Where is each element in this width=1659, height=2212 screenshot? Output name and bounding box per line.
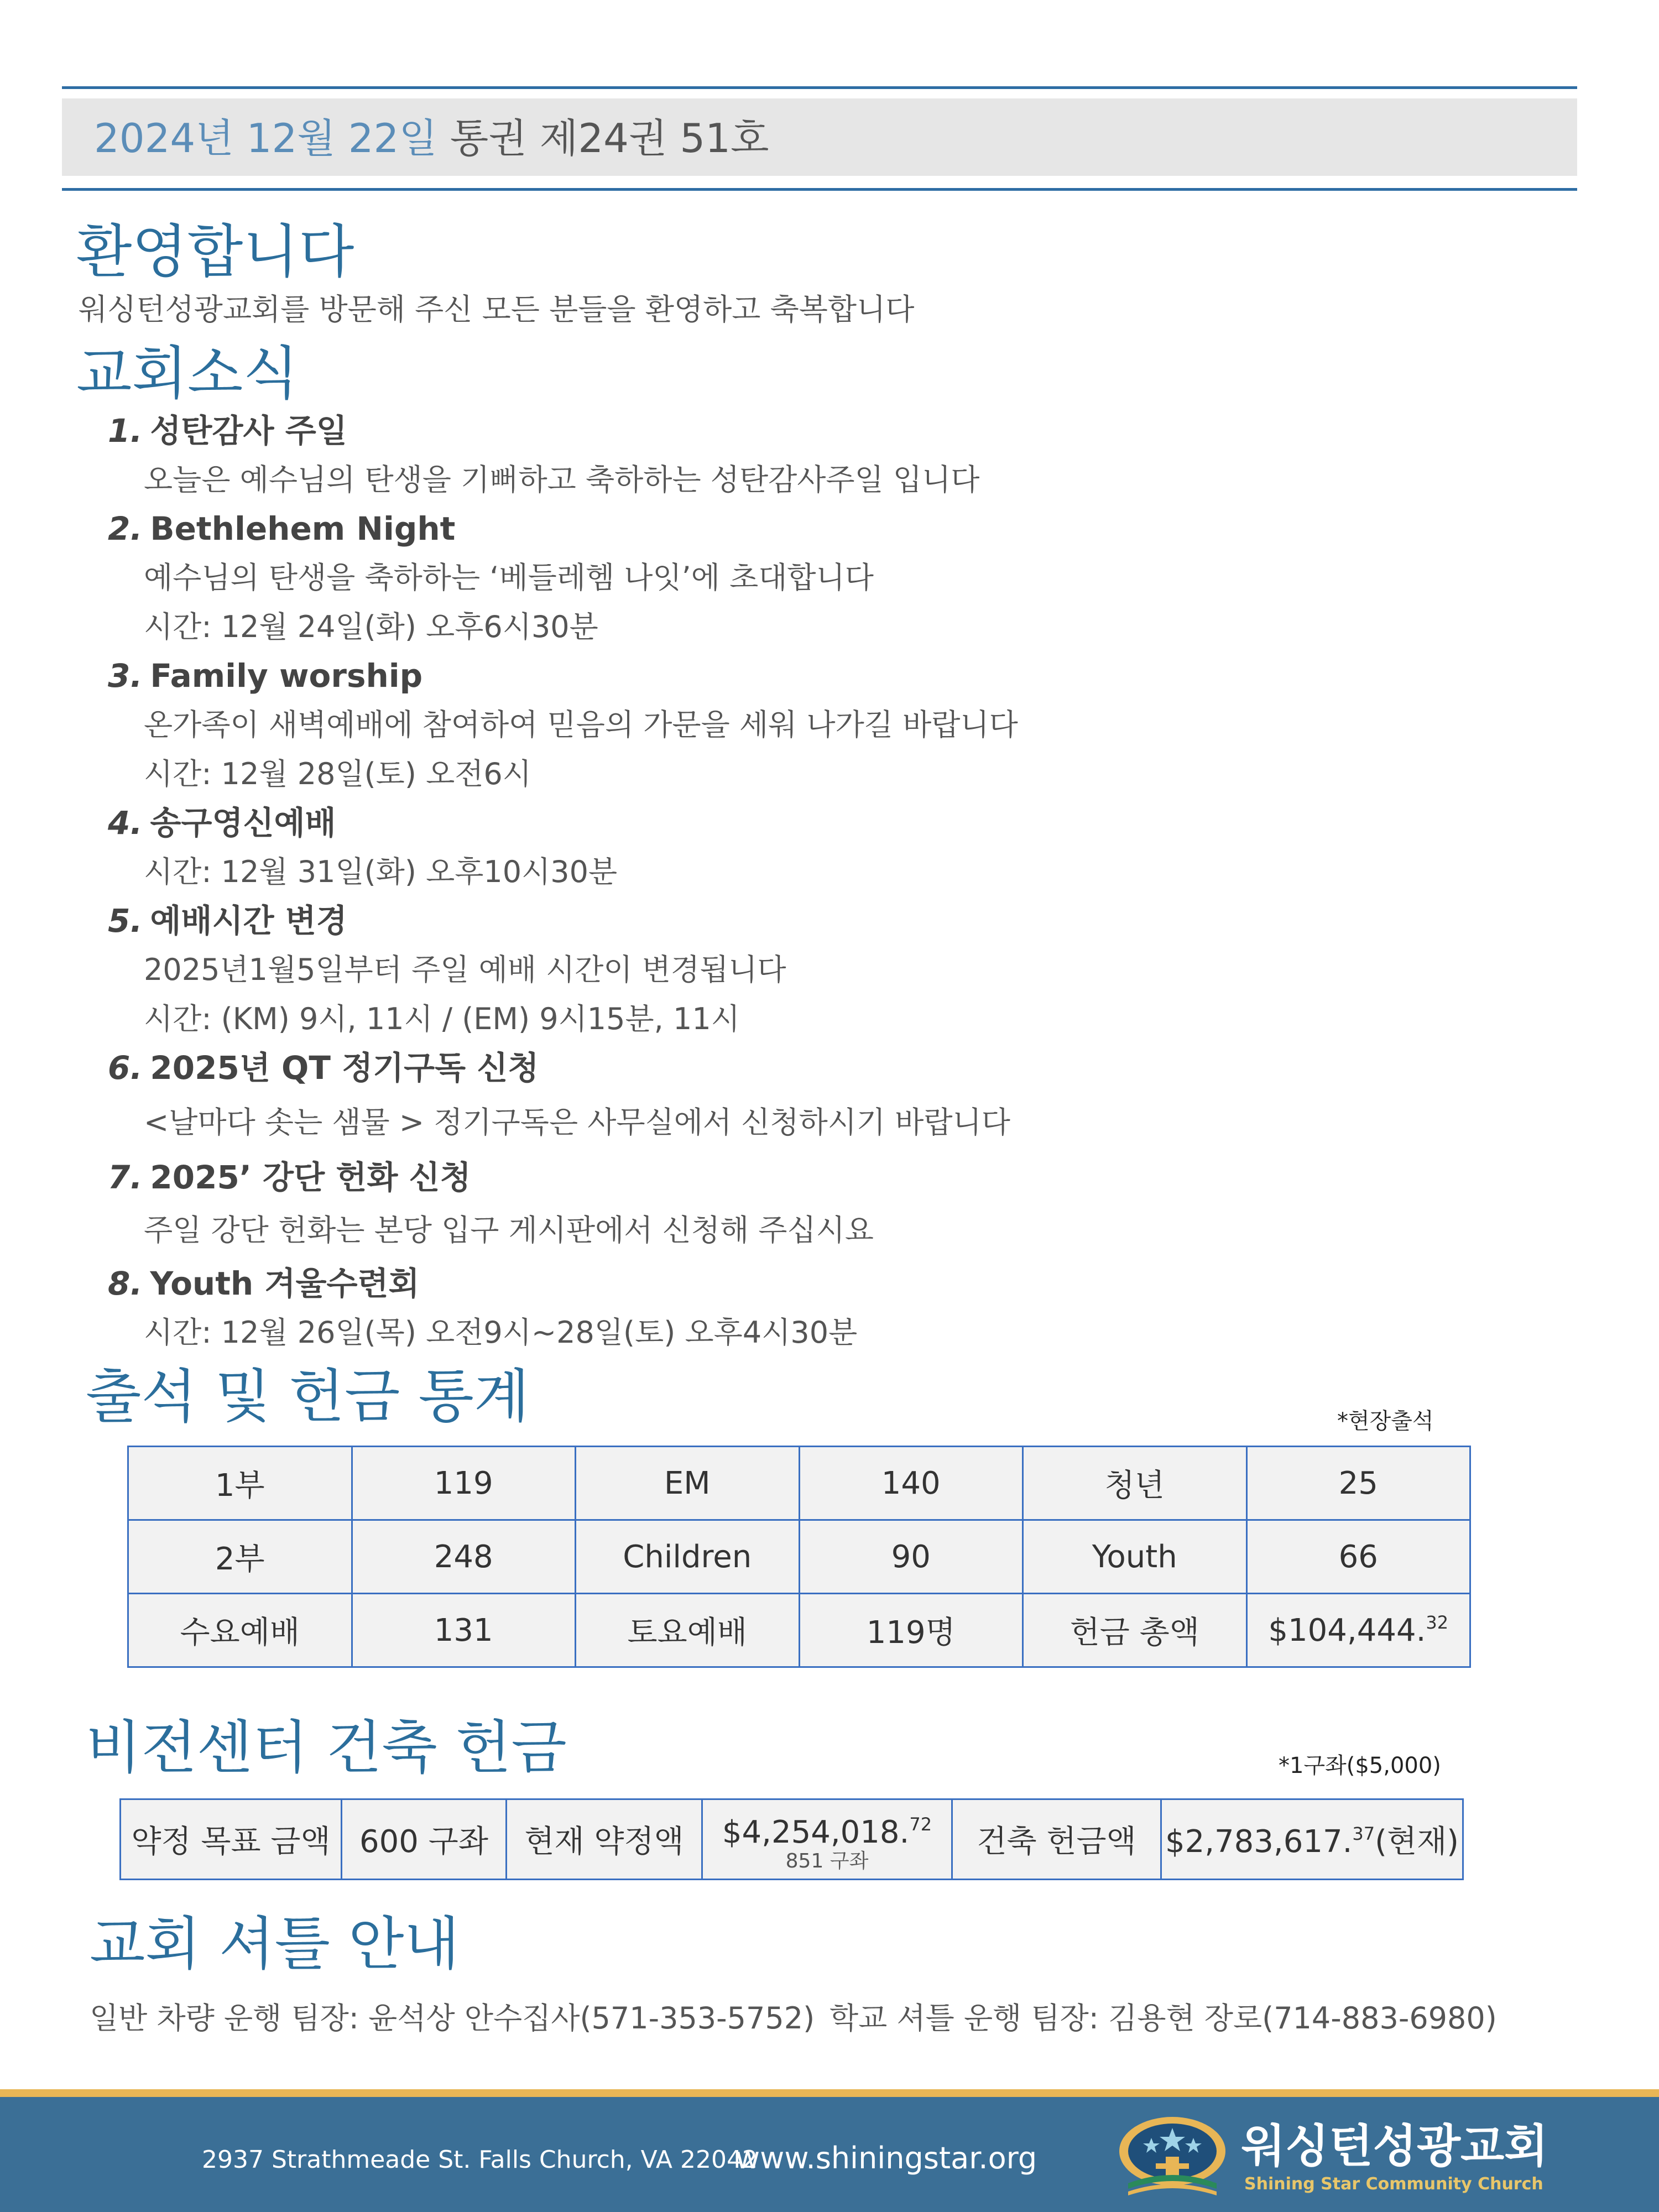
table-cell: 119명	[799, 1594, 1023, 1667]
fund-label: 건축 헌금액	[952, 1799, 1161, 1880]
news-item	[108, 651, 1490, 799]
news-item-line: 시간: 12월 26일(목) 오전9시~28일(토) 오후4시30분	[144, 1315, 858, 1350]
stats-table	[127, 1446, 1471, 1668]
offering-total: $104,444.	[1268, 1613, 1426, 1648]
footer-church-name-en: Shining Star Community Church	[1244, 2174, 1543, 2194]
news-item-title: Family worship	[150, 657, 423, 695]
table-cell: 66	[1246, 1520, 1470, 1594]
building-note: *1구좌($5,000)	[1279, 1753, 1441, 1778]
table-row	[121, 1799, 1463, 1880]
news-item-line: 예수님의 탄생을 축하하는 ‘베들레헴 나잇’에 초대합니다	[144, 560, 874, 595]
news-item-line: 오늘은 예수님의 탄생을 기뻐하고 축하하는 성탄감사주일 입니다	[144, 462, 980, 497]
news-number: 2.	[108, 510, 143, 547]
news-item-line: 시간: (KM) 9시, 11시 / (EM) 9시15분, 11시	[144, 1001, 740, 1036]
shuttle-general: 일반 차량 운행 팀장: 윤석상 안수집사(571-353-5752)	[90, 2001, 815, 2036]
table-row	[128, 1520, 1470, 1594]
news-item-title: 2025’ 강단 헌화 신청	[150, 1159, 471, 1196]
news-item-title: 2025년 QT 정기구독 신청	[150, 1049, 539, 1087]
footer-church-name-kr: 워싱턴성광교회	[1241, 2120, 1548, 2173]
fund-suffix: (현재)	[1375, 1824, 1459, 1860]
table-cell: 토요예배	[576, 1594, 800, 1667]
news-number: 7.	[108, 1159, 143, 1196]
news-number: 4.	[108, 804, 143, 842]
footer-website-link[interactable]: www.shiningstar.org	[735, 2141, 1037, 2176]
table-cell: 2부	[128, 1520, 352, 1594]
pledge-value: $4,254,018.	[722, 1814, 910, 1850]
fund-value: $2,783,617.	[1165, 1824, 1353, 1860]
news-number: 8.	[108, 1265, 143, 1302]
news-item-line: 주일 강단 헌화는 본당 입구 게시판에서 신청해 주십시요	[144, 1213, 874, 1248]
news-number: 3.	[108, 657, 143, 695]
goal-value: 600 구좌	[342, 1799, 507, 1880]
news-item-title: 송구영신예배	[150, 804, 336, 842]
header-top-rule	[62, 86, 1577, 89]
table-cell: Children	[576, 1520, 800, 1594]
fund-cell	[1161, 1799, 1463, 1880]
news-number: 6.	[108, 1049, 143, 1087]
news-item	[108, 1153, 1490, 1259]
bulletin-issue: 통권 제24권 51호	[450, 115, 769, 161]
header-bottom-rule	[62, 188, 1577, 191]
table-row	[128, 1594, 1470, 1667]
church-logo-icon	[1117, 2111, 1228, 2205]
table-cell: 헌금 총액	[1023, 1594, 1247, 1667]
table-row	[128, 1447, 1470, 1520]
table-cell: 90	[799, 1520, 1023, 1594]
bulletin-date: 2024년 12월 22일	[94, 115, 437, 161]
pledge-label: 현재 약정액	[507, 1799, 702, 1880]
news-item-title: 예배시간 변경	[150, 902, 347, 940]
table-cell: Youth	[1023, 1520, 1247, 1594]
news-number: 1.	[108, 412, 143, 450]
table-cell: 수요예배	[128, 1594, 352, 1667]
footer-gold-stripe	[0, 2089, 1659, 2097]
news-list	[108, 406, 1490, 1357]
shuttle-school: 학교 셔틀 운행 팀장: 김용현 장로(714-883-6980)	[830, 2001, 1497, 2036]
news-item	[108, 799, 1490, 896]
news-item-line: 2025년1월5일부터 주일 예배 시간이 변경됩니다	[144, 952, 786, 987]
table-cell: 140	[799, 1447, 1023, 1520]
news-item-line: <날마다 솟는 샘물 > 정기구독은 사무실에서 신청하시기 바랍니다	[144, 1105, 1010, 1140]
news-title: 교회소식	[76, 340, 299, 407]
building-title: 비전센터 건축 헌금	[86, 1714, 567, 1781]
news-number: 5.	[108, 902, 143, 940]
table-cell: EM	[576, 1447, 800, 1520]
table-cell: 248	[352, 1520, 576, 1594]
news-item-line: 시간: 12월 31일(화) 오후10시30분	[144, 854, 618, 889]
pledge-units: 851 구좌	[785, 1849, 869, 1872]
table-cell: 131	[352, 1594, 576, 1667]
bulletin-header	[94, 113, 769, 163]
footer-address: 2937 Strathmeade St. Falls Church, VA 22042	[202, 2146, 758, 2174]
table-cell: 25	[1246, 1447, 1470, 1520]
offering-cents: 32	[1426, 1612, 1449, 1633]
shuttle-title: 교회 셔틀 안내	[90, 1910, 460, 1978]
fund-cents: 37	[1352, 1823, 1375, 1844]
table-cell: 청년	[1023, 1447, 1247, 1520]
table-cell: 119	[352, 1447, 576, 1520]
news-item-line: 시간: 12월 24일(화) 오후6시30분	[144, 609, 598, 644]
news-item	[108, 1044, 1490, 1153]
stats-note: *현장출석	[1337, 1408, 1434, 1434]
news-item-line: 시간: 12월 28일(토) 오전6시	[144, 757, 531, 791]
news-item-title: Youth 겨울수련회	[150, 1265, 420, 1302]
stats-title: 출석 및 헌금 통계	[86, 1363, 530, 1430]
news-item-line: 온가족이 새벽예배에 참여하여 믿음의 가문을 세워 나가길 바랍니다	[144, 707, 1018, 742]
pledge-cents: 72	[909, 1813, 932, 1835]
news-item	[108, 504, 1490, 651]
welcome-message: 워싱턴성광교회를 방문해 주신 모든 분들을 환영하고 축복합니다	[79, 292, 915, 327]
offering-total-cell	[1246, 1594, 1470, 1667]
building-table	[119, 1798, 1464, 1880]
welcome-title: 환영합니다	[76, 218, 354, 285]
goal-label: 약정 목표 금액	[121, 1799, 342, 1880]
news-item	[108, 896, 1490, 1044]
table-cell: 1부	[128, 1447, 352, 1520]
news-item	[108, 1259, 1490, 1357]
news-item-title: 성탄감사 주일	[150, 412, 347, 450]
pledge-cell	[702, 1799, 952, 1880]
news-item-title: Bethlehem Night	[150, 510, 456, 547]
news-item	[108, 406, 1490, 504]
